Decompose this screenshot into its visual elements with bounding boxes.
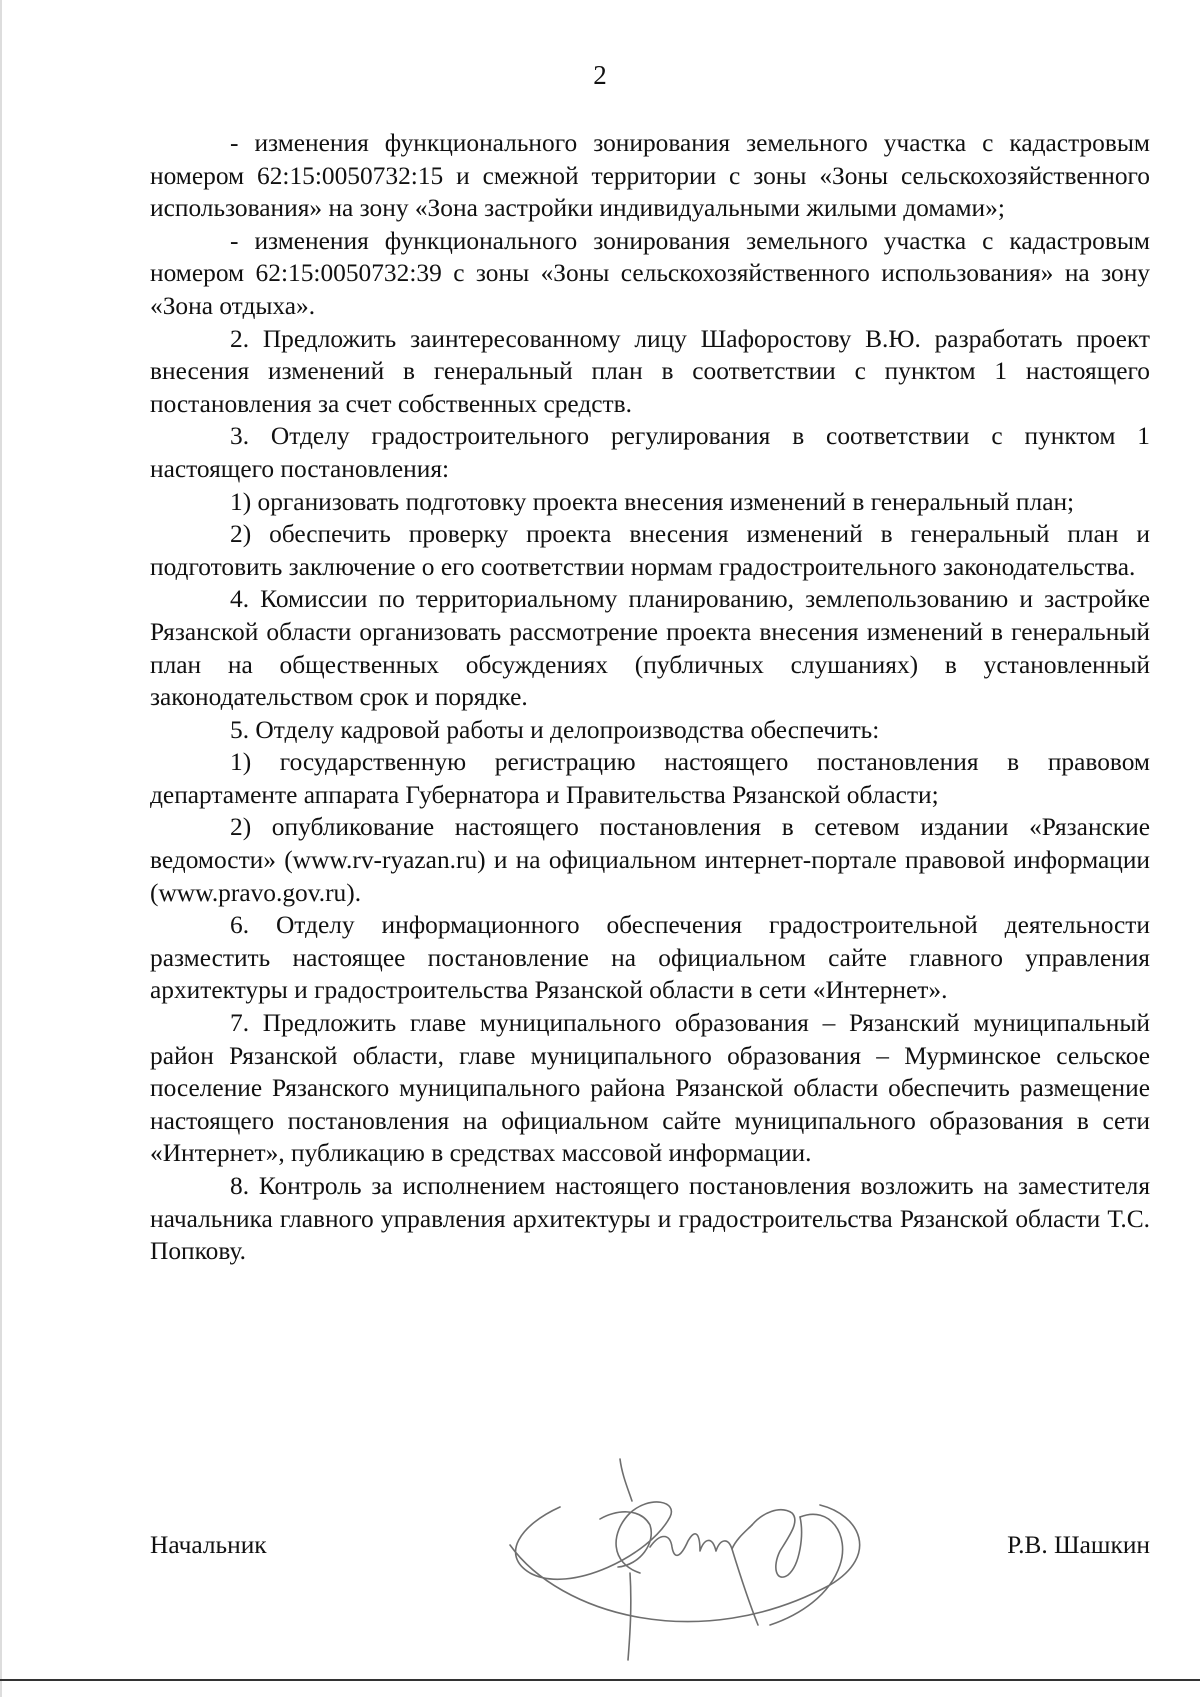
paragraph-item-6: 6. Отделу информационного обеспечения градостроительной деятельности разместить настоящее постановление на официальном сайте главного управления архитектуры и градостроительства Рязанской области в сети «Интернет». [150,911,1150,1005]
signatory-title: Начальник [150,1531,267,1559]
paragraph-item-2: 2. Предложить заинтересованному лицу Шафоростову В.Ю. разработать проект внесения изменений в генеральный план в соответствии с пунктом 1 настоящего постановления за счет собственных средств. [150,324,1150,418]
paragraph-item-7: 7. Предложить главе муниципального образования – Рязанский муниципальный район Рязанской области, главе муниципального образования – Мурминское сельское поселение Рязанского муниципального района Рязанской области обеспечить размещение настоящего постановления на официальном сайте муниципального образования в сети «Интернет», публикацию в средствах массовой информации. [150,1009,1150,1168]
paragraph-item-3: 3. Отделу градостроительного регулирования в соответствии с пунктом 1 настоящего постановления: [150,422,1150,483]
bottom-scan-border [0,1679,1200,1681]
document-body [150,127,1150,1268]
paragraph-item-3-2: 2) обеспечить проверку проекта внесения изменений в генеральный план и подготовить заключение о его соответствии нормам градостроительного законодательства. [150,520,1150,581]
signatory-name: Р.В. Шашкин [1007,1531,1150,1559]
paragraph-zoning-change-15: - изменения функционального зонирования земельного участка с кадастровым номером 62:15:0050732:15 и смежной территории с зоны «Зоны сельскохозяйственного использования» на зону «Зона застройки индивидуальными жилыми домами»; [150,129,1150,223]
paragraph-item-3-1: 1) организовать подготовку проекта внесения изменений в генеральный план; [230,487,1075,516]
paragraph-item-4: 4. Комиссии по территориальному планированию, землепользованию и застройке Рязанской области организовать рассмотрение проекта внесения изменений в генеральный план на общественных обсуждениях (публичных слушаниях) в установленный законодательством срок и порядке. [150,585,1150,712]
page-number: 2 [593,60,607,90]
paragraph-zoning-change-39: - изменения функционального зонирования земельного участка с кадастровым номером 62:15:0050732:39 с зоны «Зоны сельскохозяйственного использования» на зону «Зона отдыха». [150,226,1150,320]
paragraph-item-5-2: 2) опубликование настоящего постановления в сетевом издании «Рязанские ведомости» (www.rv-ryazan.ru) и на официальном интернет-портале правовой информации (www.pravo.gov.ru). [150,813,1150,907]
paragraph-item-5-1: 1) государственную регистрацию настоящего постановления в правовом департаменте аппарата Губернатора и Правительства Рязанской области; [150,748,1150,809]
signature-block [150,1531,1150,1571]
paragraph-item-5: 5. Отделу кадровой работы и делопроизводства обеспечить: [230,715,880,744]
scan-margin-line [0,0,2,1697]
paragraph-item-8: 8. Контроль за исполнением настоящего постановления возложить на заместителя начальника главного управления архитектуры и градостроительства Рязанской области Т.С. Попкову. [150,1172,1150,1266]
